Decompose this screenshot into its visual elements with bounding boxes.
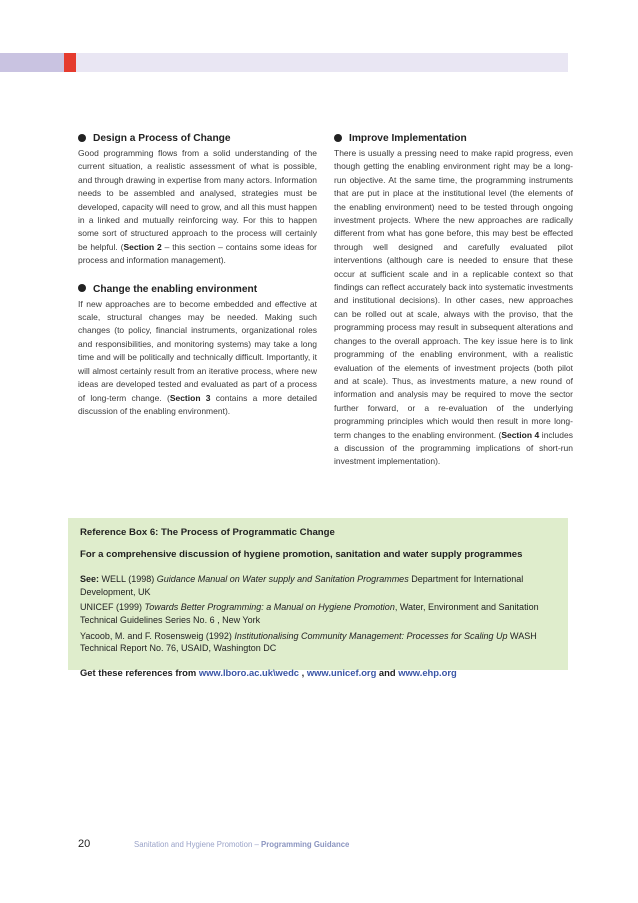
right-column [334, 132, 573, 484]
header-lavender-block [0, 53, 64, 72]
header-band [76, 53, 568, 72]
section-heading-enabling-environment: Change the enabling environment [78, 283, 317, 296]
link-ehp[interactable]: www.ehp.org [398, 666, 457, 678]
bullet-icon [78, 134, 86, 142]
section-reference: Section 4 [501, 429, 540, 440]
section-reference: Section 3 [169, 392, 211, 403]
reference-box-subtitle: For a comprehensive discussion of hygiene promotion, sanitation and water supply programmes [80, 548, 523, 560]
bullet-icon [78, 284, 86, 292]
paragraph-improve-implementation: There is usually a pressing need to make rapid progress, even though getting the enabling environment right may be a long-run objective. At the same time, the programming instruments that are put in place at the institutional level (the elements of the enabling environment) need to be tested through ongoing investment projects. Where the new approaches are radically different from what has gone before, this may best be effected through well designed and carefully evaluated pilot interventions (although care is needed to ensure that these occur at sufficient scale and in a replicable context so that findings can reflect accurately back into systematic investments and institutional decisions). In other cases, new approaches can be rolled out at scale, always with the proviso, that the programming process may result in subsequent alterations and changes to the overall approach. The key issue here is to link programming of the enabling environment, with a realistic evaluation of the elements of investment projects (both pilot and at scale). Thus, as investments mature, a new round of information and analysis may be required to move the sector further forward, or a re-evaluation of the underlying programming principles which would then result in more long-term changes to the enabling environment. (Section 4 includes a discussion of the programming implications of short-run investment implementation). [334, 148, 573, 467]
bullet-icon [334, 134, 342, 142]
footer-title: Sanitation and Hygiene Promotion – Programming Guidance [134, 840, 350, 849]
reference-entry: Yacoob, M. and F. Rosensweig (1992) Institutionalising Community Management: Processes for Scaling Up WASH Technical Report No. 76, USAID, Washington DC [80, 630, 537, 654]
section-heading-improve-implementation: Improve Implementation [334, 132, 573, 145]
paragraph-enabling-environment: If new approaches are to become embedded and effective at scale, structural changes may be needed. Making such changes (to policy, financial instruments, organizational roles and responsibilities, and monitoring systems) may take a long time and will be politically and technically difficult. Importantly, it will almost certainly result from an iterative process, where new ideas are developed tested and evaluated as part of a process of long-term change. (Section 3 contains a more detailed discussion of the enabling environment). [78, 298, 318, 416]
reference-entry: See: WELL (1998) Guidance Manual on Water supply and Sanitation Programmes Department for International Development, UK [80, 574, 524, 597]
reference-entry: UNICEF (1999) Towards Better Programming: a Manual on Hygiene Promotion, Water, Environment and Sanitation Technical Guidelines Series No. 6 , New York [80, 602, 539, 625]
left-column [78, 132, 317, 433]
reference-box-title: Reference Box 6: The Process of Programmatic Change [80, 527, 335, 538]
section-heading-design-process: Design a Process of Change [78, 132, 317, 145]
paragraph-design-process: Good programming flows from a solid understanding of the current situation, a realistic assessment of what is possible, and through drawing in expertise from many actors. Information needs to be assembled and analysed, strategies must be developed, capacity will need to grow, and all this must happen in a linked and mutually reinforcing way. For this to happen some sort of structured approach to the process will certainly be helpful. (Section 2 – this section – contains some ideas for process and information management). [78, 148, 317, 266]
page-number: 20 [78, 838, 91, 850]
page-footer [78, 838, 568, 852]
link-lboro-wedc[interactable]: www.lboro.ac.uk\wedc [198, 666, 300, 678]
header-red-accent [64, 53, 76, 72]
section-reference: Section 2 [123, 241, 162, 252]
reference-box [68, 518, 568, 678]
get-references-line: Get these references from www.lboro.ac.uk\wedc , www.unicef.org and www.ehp.org [80, 666, 457, 678]
link-unicef[interactable]: www.unicef.org [306, 666, 377, 678]
